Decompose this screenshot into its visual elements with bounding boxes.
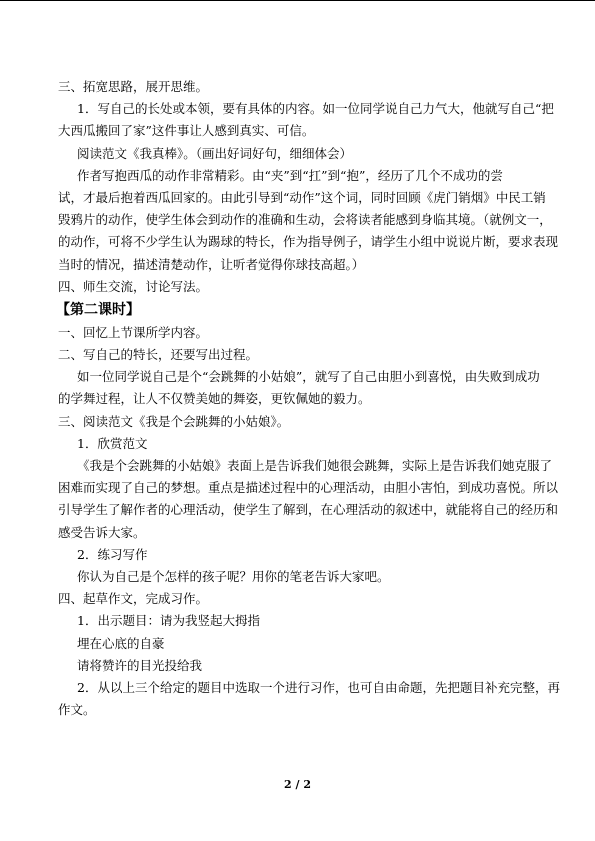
text-line: 感受告诉大家。 <box>58 524 146 540</box>
text-line: 试，才最后抱着西瓜回家的。由此引导到“动作”这个词，同时回顾《虎门销烟》中民工销 <box>58 189 546 205</box>
text-line: 作文。 <box>58 702 96 718</box>
text-line: 1．写自己的长处或本领，要有具体的内容。如一位同学说自己力气大，他就写自己“把 <box>77 101 554 117</box>
text-line: 的学舞过程，让人不仅赞美她的舞姿，更钦佩她的毅力。 <box>58 391 371 407</box>
text-line: 如一位同学说自己是个“会跳舞的小姑娘”，就写了自己由胆小到喜悦，由失败到成功 <box>77 369 540 385</box>
section-heading: 【第二课时】 <box>56 301 140 318</box>
text-line: 毁鸦片的动作，使学生体会到动作的准确和生动，会将读者能感到身临其境。（就例文一， <box>58 212 552 228</box>
text-line: 困难而实现了自己的梦想。重点是描述过程中的心理活动，由胆小害怕，到成功喜悦。所以 <box>58 480 559 496</box>
text-line: 四、师生交流，讨论写法。 <box>58 278 209 294</box>
text-line: 2．从以上三个给定的题目中选取一个进行习作，也可自由命题，先把题目补充完整，再 <box>77 679 560 695</box>
text-line: 三、拓宽思路，展开思维。 <box>58 79 209 94</box>
text-line: 一、回忆上节课所学内容。 <box>58 324 209 340</box>
text-line: 阅读范文《我真棒》。（画出好词好句，细细体会） <box>77 145 353 161</box>
text-line: 请将赞许的目光投给我 <box>77 657 203 673</box>
top-border <box>0 0 595 1</box>
text-line: 1．欣赏范文 <box>77 435 148 451</box>
text-line: 《我是个会跳舞的小姑娘》表面上是告诉我们她很会跳舞，实际上是告诉我们她克服了 <box>77 458 553 473</box>
text-line: 的动作，可将不少学生认为踢球的特长，作为指导例子，请学生小组中说说片断，要求表现 <box>58 234 559 250</box>
text-line: 作者写抱西瓜的动作非常精彩。由“夹”到“扛”到“抱”，经历了几个不成功的尝 <box>77 167 503 183</box>
text-line: 二、写自己的特长，还要写出过程。 <box>58 347 259 363</box>
text-line: 你认为自己是个怎样的孩子呢？用你的笔老告诉大家吧。 <box>77 568 390 584</box>
page-number: 2 / 2 <box>284 778 311 791</box>
text-line: 当时的情况，描述清楚动作，让听者觉得你球技高超。） <box>58 256 365 272</box>
text-line: 引导学生了解作者的心理活动，使学生了解到，在心理活动的叙述中，就能将自己的经历和 <box>58 502 559 518</box>
text-line: 埋在心底的自豪 <box>77 635 165 651</box>
document-body <box>56 76 560 721</box>
text-line: 2．练习写作 <box>77 546 148 562</box>
text-line: 四、起草作文，完成习作。 <box>58 591 209 607</box>
text-line: 三、阅读范文《我是个会跳舞的小姑娘》。 <box>58 413 290 429</box>
text-line: 大西瓜搬回了家”这件事让人感到真实、可信。 <box>58 123 315 139</box>
text-line: 1．出示题目：请为我竖起大拇指 <box>77 613 260 629</box>
